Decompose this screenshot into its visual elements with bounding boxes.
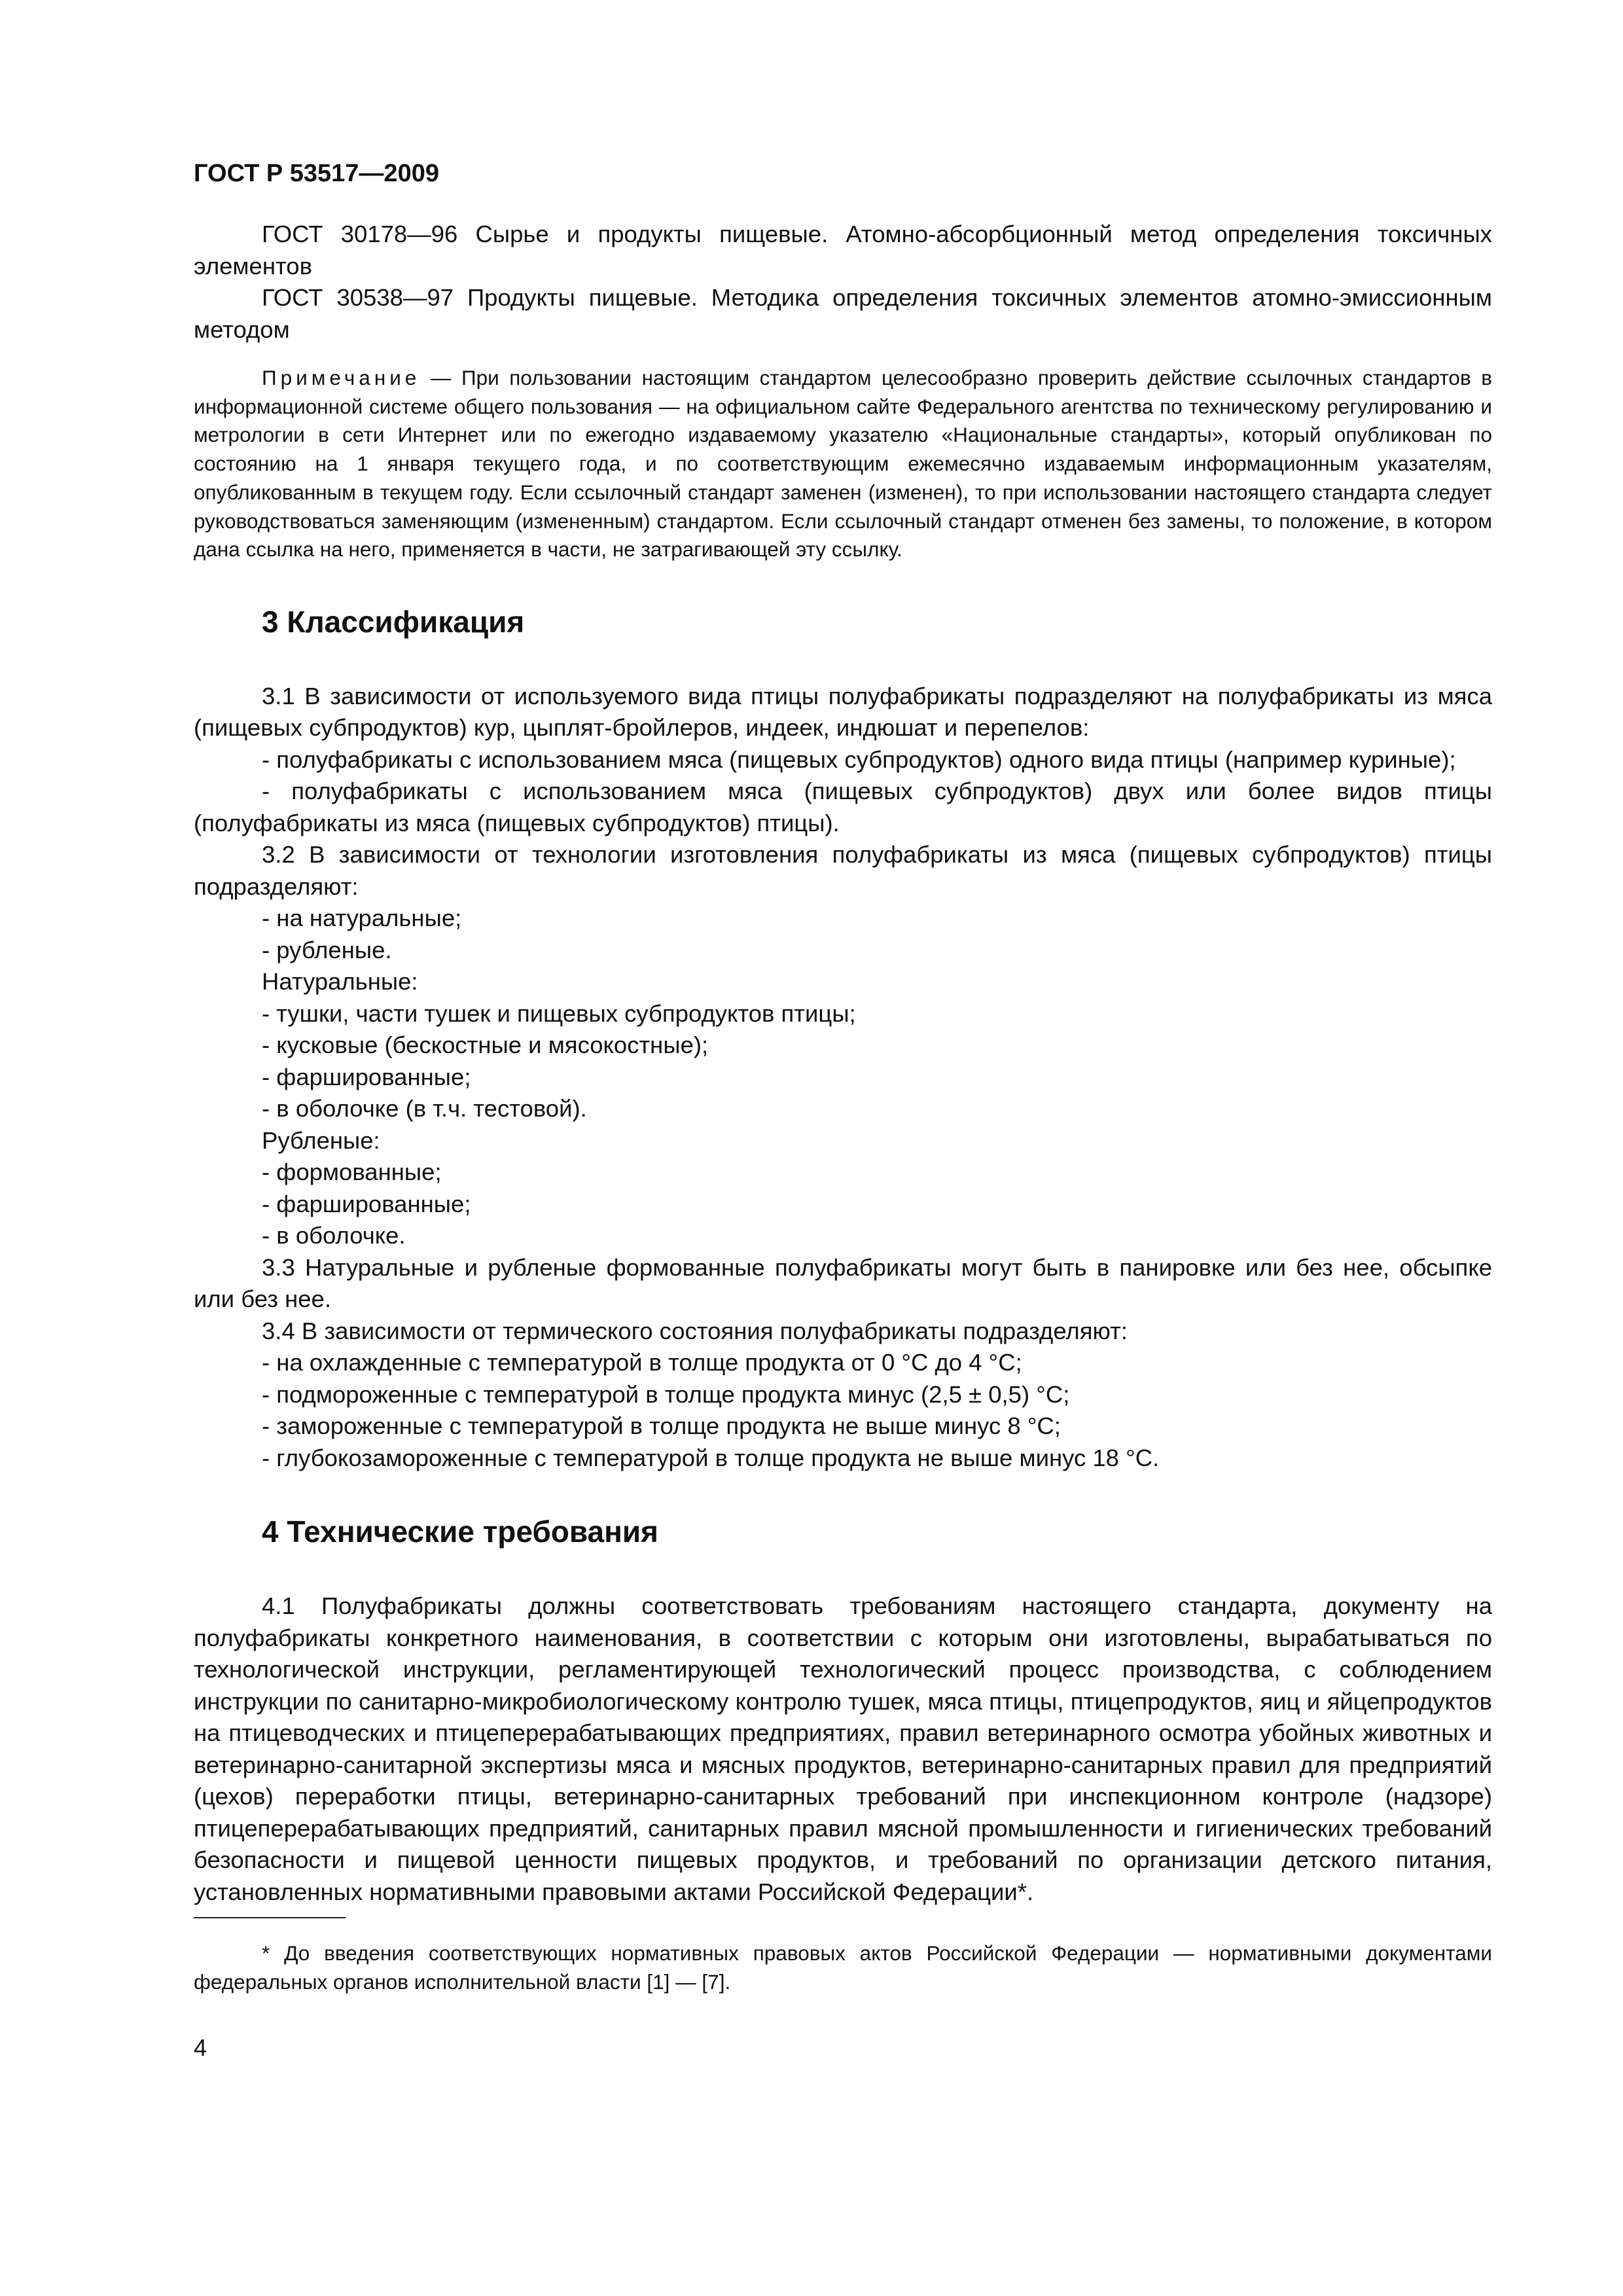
- section-4-title: 4 Технические требования: [262, 1515, 658, 1549]
- reference-gost-30178: ГОСТ 30178—96 Сырье и продукты пищевые. Атомно-абсорбционный метод определения токсичных элементов: [194, 221, 1492, 279]
- list-item: - подмороженные с температурой в толще продукта минус (2,5 ± 0,5) °C;: [262, 1380, 1070, 1408]
- clause-3-1-item: - полуфабрикаты с использованием мяса (пищевых субпродуктов) двух или более видов птицы (полуфабрикаты из мяса (пищевых субпродуктов) птицы).: [194, 778, 1492, 836]
- note-text: — При пользовании настоящим стандартом целесообразно проверить действие ссылочных стандартов в информационной системе общего пользования — на официальном сайте Федерального агентства по техническому регулированию и метрологии в сети Интернет или по ежегодно издаваемому указателю «Национальные стандарты», который опубликован по состоянию на 1 января текущего года, и по соответствующим ежемесячно издаваемым информационным указателям, опубликованным в текущем году. Если ссылочный стандарт заменен (изменен), то при использовании настоящего стандарта следует руководствоваться заменяющим (измененным) стандартом. Если ссылочный стандарт отменен без замены, то положение, в котором дана ссылка на него, применяется в части, не затрагивающей эту ссылку.: [194, 366, 1492, 562]
- list-item: - кусковые (бескостные и мясокостные);: [262, 1031, 709, 1059]
- natural-label: Натуральные:: [262, 968, 418, 996]
- list-item: - на натуральные;: [262, 905, 462, 932]
- footnote: * До введения соответствующих нормативных правовых актов Российской Федерации — нормативными документами федеральных органов исполнительной власти [1] — [7].: [194, 1941, 1492, 1994]
- list-item: - в оболочке.: [262, 1222, 406, 1249]
- page-number: 4: [194, 2034, 207, 2061]
- document-header: ГОСТ Р 53517—2009: [194, 160, 439, 187]
- section-3-title: 3 Классификация: [262, 604, 525, 639]
- chopped-label: Рубленые:: [262, 1126, 380, 1154]
- reference-gost-30538: ГОСТ 30538—97 Продукты пищевые. Методика определения токсичных элементов атомно-эмиссионным методом: [194, 284, 1492, 343]
- list-item: - фаршированные;: [262, 1063, 471, 1090]
- list-item: - тушки, части тушек и пищевых субпродуктов птицы;: [262, 999, 856, 1027]
- note-label: Примечание: [262, 366, 421, 389]
- list-item: - глубокозамороженные с температурой в толще продукта не выше минус 18 °C.: [262, 1444, 1160, 1471]
- list-item: - замороженные с температурой в толще продукта не выше минус 8 °C;: [262, 1412, 1061, 1440]
- list-item: - в оболочке (в т.ч. тестовой).: [262, 1095, 587, 1122]
- clause-3-3: 3.3 Натуральные и рубленые формованные полуфабрикаты могут быть в панировке или без нее, обсыпке или без нее.: [194, 1253, 1492, 1313]
- note-paragraph: [194, 364, 1492, 564]
- clause-3-4: 3.4 В зависимости от термического состояния полуфабрикаты подразделяют:: [262, 1317, 1128, 1344]
- clause-3-1-item: - полуфабрикаты с использованием мяса (пищевых субпродуктов) одного вида птицы (например куриные);: [262, 745, 1456, 773]
- list-item: - формованные;: [262, 1158, 442, 1186]
- list-item: - фаршированные;: [262, 1190, 471, 1217]
- list-item: - на охлажденные с температурой в толще продукта от 0 °C до 4 °C;: [262, 1349, 1022, 1376]
- clause-3-1: 3.1 В зависимости от используемого вида птицы полуфабрикаты подразделяют на полуфабрикаты из мяса (пищевых субпродуктов) кур, цыплят-бройлеров, индеек, индюшат и перепелов:: [194, 682, 1492, 742]
- clause-4-1: 4.1 Полуфабрикаты должны соответствовать требованиям настоящего стандарта, документу на полуфабрикаты конкретного наименования, в соответствии с которым они изготовлены, вырабатываться по технологической инструкции, регламентирующей технологический процесс производства, с соблюдением инструкции по санитарно-микробиологическому контролю тушек, мяса птицы, птицепродуктов, яиц и яйцепродуктов на птицеводческих и птицеперерабатывающих предприятиях, правил ветеринарного осмотра убойных животных и ветеринарно-санитарной экспертизы мяса и мясных продуктов, ветеринарно-санитарных правил для предприятий (цехов) переработки птицы, ветеринарно-санитарных требований при инспекционном контроле (надзоре) птицеперерабатывающих предприятий, санитарных правил мясной промышленности и гигиенических требований безопасности и пищевой ценности пищевых продуктов, и требований по организации детского питания, установленных нормативными правовыми актами Российской Федерации*.: [194, 1592, 1492, 1905]
- document-page: [194, 157, 1492, 2064]
- clause-3-2: 3.2 В зависимости от технологии изготовления полуфабрикаты из мяса (пищевых субпродуктов) птицы подразделяют:: [194, 841, 1492, 900]
- list-item: - рубленые.: [262, 936, 392, 963]
- footnote-divider: [194, 1917, 346, 1918]
